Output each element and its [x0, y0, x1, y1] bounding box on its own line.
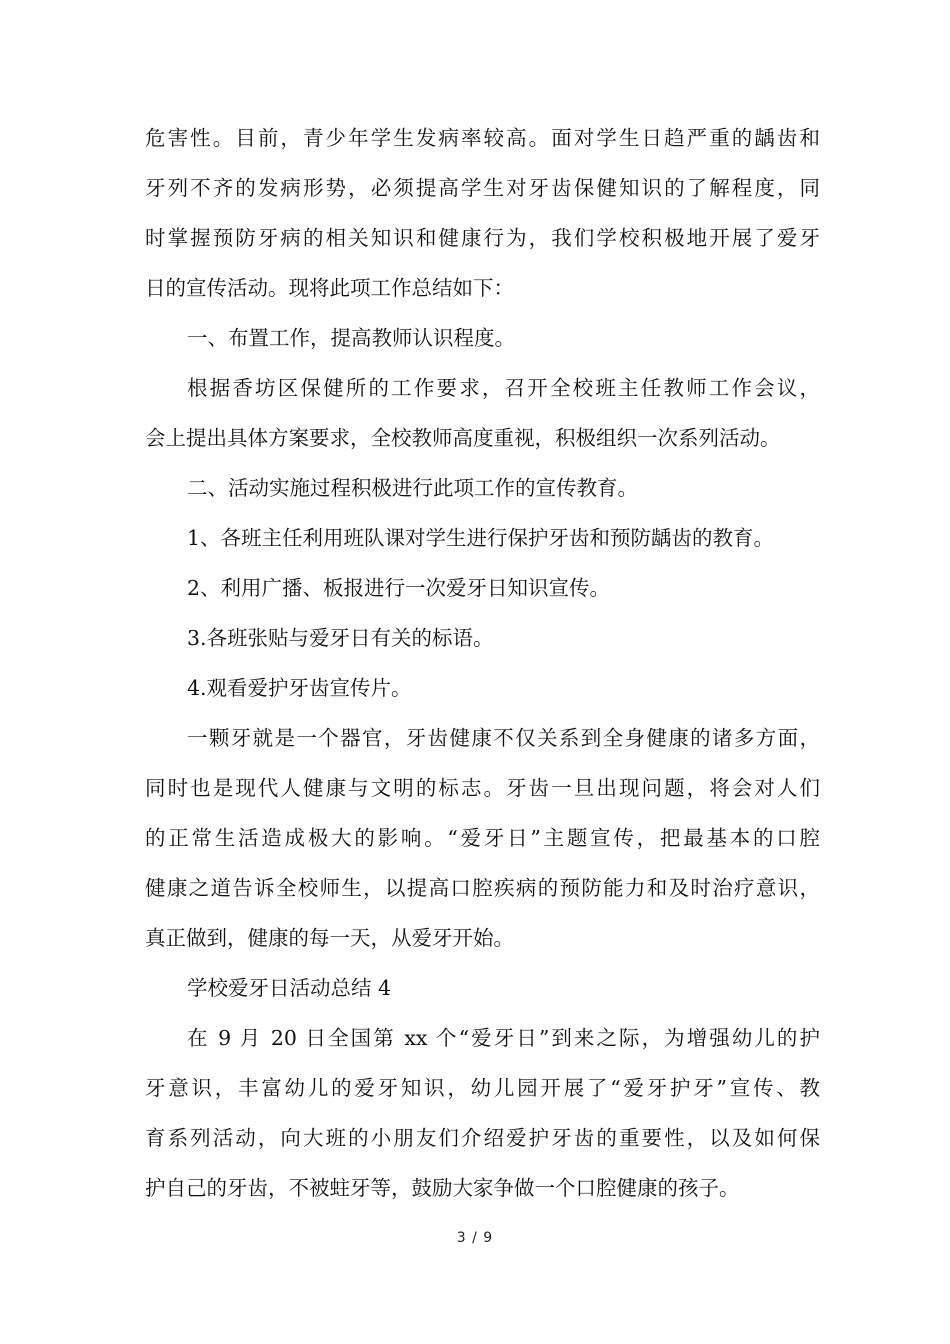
text-line: 牙意识，丰富幼儿的爱牙知识，幼儿园开展了“爱牙护牙”宣传、教: [145, 1076, 820, 1100]
text-line: 同时也是现代人健康与文明的标志。牙齿一旦出现问题，将会对人们: [145, 776, 820, 800]
text-line: 时掌握预防牙病的相关知识和健康行为，我们学校积极地开展了爱牙: [145, 226, 820, 250]
text-line: 2、利用广播、板报进行一次爱牙日知识宣传。: [187, 576, 611, 600]
text-line: 护自己的牙齿，不被蛀牙等，鼓励大家争做一个口腔健康的孩子。: [145, 1176, 740, 1200]
text-line: 育系列活动，向大班的小朋友们介绍爱护牙齿的重要性，以及如何保: [145, 1126, 820, 1150]
page-number: 3 / 9: [456, 1230, 494, 1246]
text-line: 在 9 月 20 日全国第 xx 个“爱牙日”到来之际，为增强幼儿的护: [187, 1026, 820, 1050]
text-line: 的正常生活造成极大的影响。“爱牙日”主题宣传，把最基本的口腔: [145, 826, 820, 850]
text-line: 一颗牙就是一个器官，牙齿健康不仅关系到全身健康的诸多方面，: [187, 726, 820, 750]
text-line: 4.观看爱护牙齿宣传片。: [187, 676, 412, 700]
text-line: 危害性。目前，青少年学生发病率较高。面对学生日趋严重的龋齿和: [145, 126, 820, 150]
text-line: 1、各班主任利用班队课对学生进行保护牙齿和预防龋齿的教育。: [187, 526, 775, 550]
text-line: 会上提出具体方案要求，全校教师高度重视，积极组织一次系列活动。: [145, 426, 781, 450]
text-line: 真正做到，健康的每一天，从爱牙开始。: [145, 926, 514, 950]
text-line: 一、布置工作，提高教师认识程度。: [187, 326, 515, 350]
document-body: [145, 113, 820, 1213]
text-line: 牙列不齐的发病形势，必须提高学生对牙齿保健知识的了解程度，同: [145, 176, 820, 200]
text-line: 3.各班张贴与爱牙日有关的标语。: [187, 626, 494, 650]
text-line: 学校爱牙日活动总结 4: [187, 976, 392, 1000]
text-line: 根据香坊区保健所的工作要求，召开全校班主任教师工作会议，: [187, 376, 820, 400]
text-line: 健康之道告诉全校师生，以提高口腔疾病的预防能力和及时治疗意识，: [145, 876, 820, 900]
text-line: 日的宣传活动。现将此项工作总结如下：: [145, 276, 514, 300]
text-line: 二、活动实施过程积极进行此项工作的宣传教育。: [187, 476, 638, 500]
